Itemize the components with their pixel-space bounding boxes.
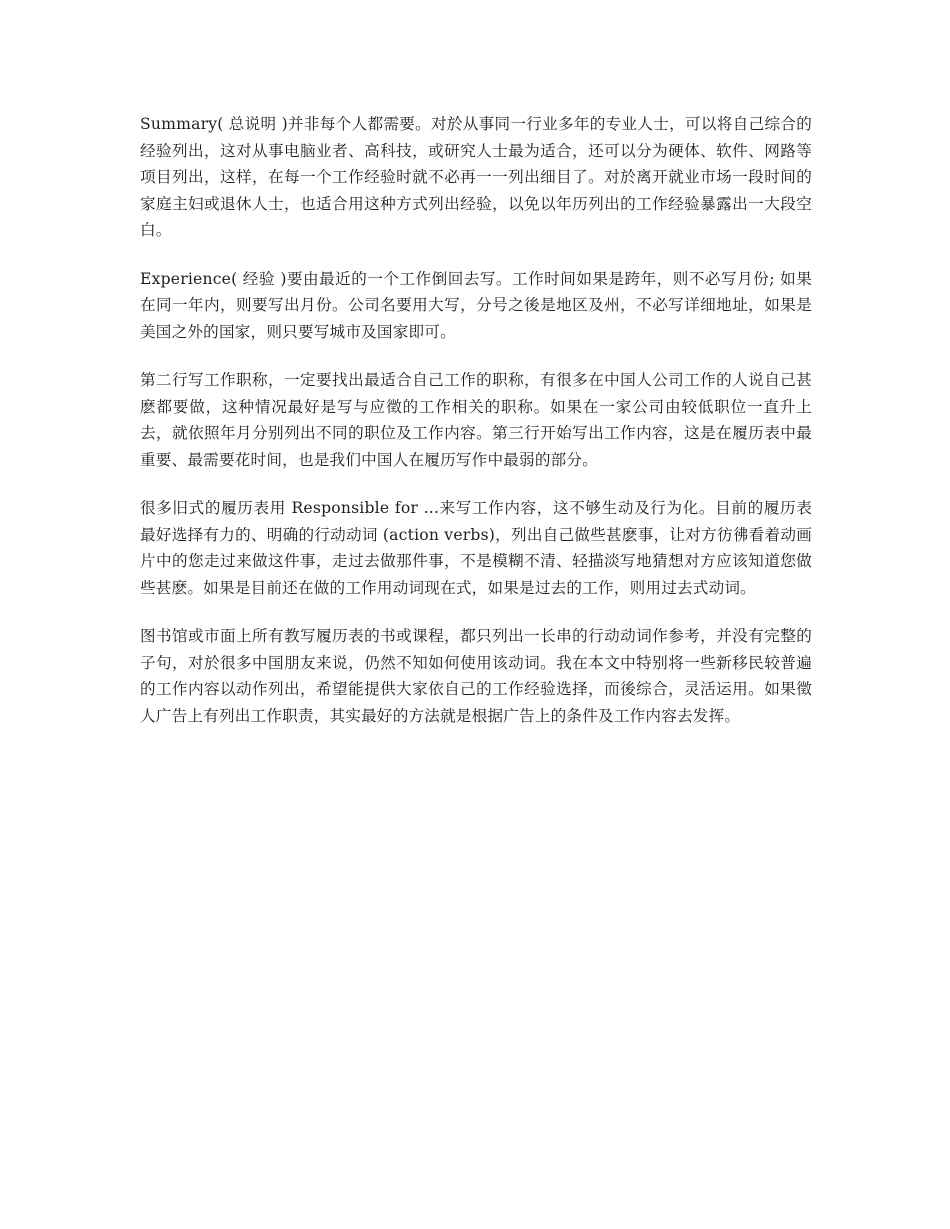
paragraph-job-title: 第二行写工作职称，一定要找出最适合自己工作的职称，有很多在中国人公司工作的人说自己甚麽都要做，这种情况最好是写与应徵的工作相关的职称。如果在一家公司由较低职位一直升上去，就依照年月分别列出不同的职位及工作内容。第三行开始写出工作内容，这是在履历表中最重要、最需要花时间，也是我们中国人在履历写作中最弱的部分。 xyxy=(140,371,812,469)
paragraph-references: 图书馆或市面上所有教写履历表的书或课程，都只列出一长串的行动动词作参考，并没有完整的子句，对於很多中国朋友来说，仍然不知如何使用该动词。我在本文中特别将一些新移民较普遍的工作内容以动作列出，希望能提供大家依自己的工作经验选择，而後综合，灵活运用。如果徵人广告上有列出工作职责，其实最好的方法就是根据广告上的条件及工作内容去发挥。 xyxy=(140,627,812,725)
paragraph-experience: Experience( 经验 )要由最近的一个工作倒回去写。工作时间如果是跨年，则不必写月份; 如果在同一年内，则要写出月份。公司名要用大写，分号之後是地区及州，不必写详细地址，如果是美国之外的国家，则只要写城市及国家即可。 xyxy=(140,269,812,341)
document-body xyxy=(140,111,812,751)
paragraph-action-verbs: 很多旧式的履历表用 Responsible for ...来写工作内容，这不够生动及行为化。目前的履历表最好选择有力的、明确的行动动词 (action verbs)，列出自己做些甚麽事，让对方彷彿看着动画片中的您走过来做这件事，走过去做那件事，不是模糊不清、轻描淡写地猜想对方应该知道您做些甚麽。如果是目前还在做的工作用动词现在式，如果是过去的工作，则用过去式动词。 xyxy=(140,499,812,597)
paragraph-summary: Summary( 总说明 )并非每个人都需要。对於从事同一行业多年的专业人士，可以将自己综合的经验列出，这对从事电脑业者、高科技，或研究人士最为适合，还可以分为硬体、软件、网路等项目列出，这样，在每一个工作经验时就不必再一一列出细目了。对於离开就业市场一段时间的家庭主妇或退休人士，也适合用这种方式列出经验，以免以年历列出的工作经验暴露出一大段空白。 xyxy=(140,115,812,239)
